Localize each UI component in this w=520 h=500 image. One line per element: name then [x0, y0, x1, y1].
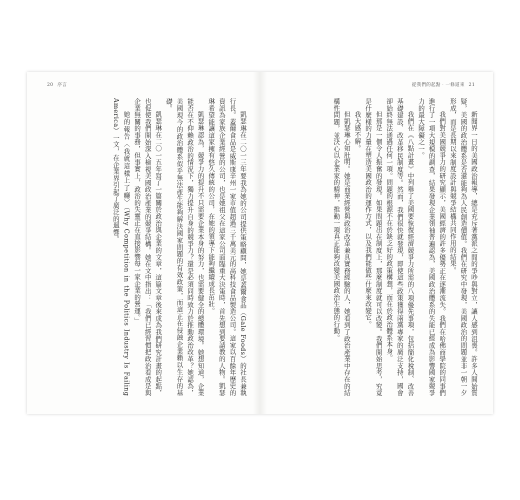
right-paragraph-1: 新聞界一日的美國政治報導，總是充斥著黨派之間的爭吵與對立，讓人感到沮喪。許多人開始質疑，美國的政治體系是否還能夠為人民創造價值。我們在研究中發現，美國政治的問題並非一朝一夕形成，而是長期以來制度設計與競爭結構共同作用的結果。: [448, 98, 478, 396]
left-paragraph-4: 她的報告〈我就這樣上了癮〉（Why Competition in the Politics Industry Is Failing America）一文，在企業界引起了廣泛的迴響。: [111, 98, 131, 396]
right-body-text: [270, 98, 479, 396]
right-head-title: 從我們的起點‧一條道來: [411, 83, 465, 88]
left-page-number: 20: [47, 83, 54, 88]
left-body-text: [41, 98, 248, 396]
book-spread: [27, 72, 493, 414]
right-paragraph-6: 但凱瑟琳心知肚明。她是商業經營與政治改革兼具實務經驗的人，她看到了政治產業中存在的結構性問題，並決心以企業家的精神，推動一項真正能夠改變美國政治生態的行動。: [332, 98, 351, 396]
right-running-head: [412, 82, 479, 88]
right-paragraph-4: 但那是一個令人振奮的發現。如果問題出在制度上，那麼制度就可以改變。我們開始思考，究竟是什麼樣的力量在塑造美國政治的運作方式，以及我們能做些什麼來改變它。: [364, 98, 383, 396]
right-page: [260, 72, 493, 414]
right-paragraph-2: 我們對美國競爭力的研究顯示，美國經濟的許多優勢正在逐漸流失。我們在哈佛商學院的同事們進行了一項大規模的調查，結果發現企業領袖普遍認為，美國政治體系的失能已經成為影響國家競爭力的最大障礙之一。: [417, 98, 447, 396]
right-page-number: 21: [468, 83, 475, 88]
left-page: [27, 72, 261, 414]
right-paragraph-3: 我們在《八點計畫》中列舉了美國要恢復經濟競爭力所需的八項優先事項，包括簡化稅制、改善基礎建設、改革移民制度等。然而，我們很快就發現，即使這些政策獲得兩黨專家的廣泛支持，國會卻始終無法通過任何一項。問題的根源不在於缺乏好的政策構想，而在於政治體系本身。: [385, 98, 415, 396]
left-paragraph-2: 凱瑟琳認為，競爭力的提升不只需要企業本身的努力，也需要健全的總體環境。她想知道，企業能否在不仰賴政治的情況下，獨力提升自身的競爭力？還是必須同時致力於推動政治改革？她認為，美國現今的政治體系似乎無法產生能夠解決國家問題的有效政策，而這正在侵蝕企業賴以生存的基礎。: [164, 98, 205, 396]
left-paragraph-3: 凱瑟琳在二〇一五年寫了一篇關於政治與企業的文章，這篇文章後來成為我們研究計畫的起點，也促使我們開始深入檢視美國政治產業的競爭結構。她在文中指出：「我們已經習慣把政治看成是與企業無關的事務，但事實上，政治的失靈正在直接影響每一家企業的營運。」: [133, 98, 163, 396]
left-head-title: 序言: [57, 83, 67, 88]
left-paragraph-1: 凱瑟琳在二〇一三年要我為她的公司提供策略顧問，她是蓋爾食品（Gale Foods）的社長兼執行長。蓋爾食品是威斯康辛州一家市值超過三千萬美元的高科技食品製造公司。這家以百餘年歷史的資訊為家族企業經營的公司，也是她祖父在這家公司面臨重大決策時，首先想到要請教的人物。凱瑟琳希望能讓這家擁有悠久傳統的公司，在她的領導下能夠繼續成長茁壯。: [207, 98, 247, 396]
left-running-head: [43, 82, 67, 88]
right-paragraph-5: 我大感不解。: [353, 110, 362, 152]
